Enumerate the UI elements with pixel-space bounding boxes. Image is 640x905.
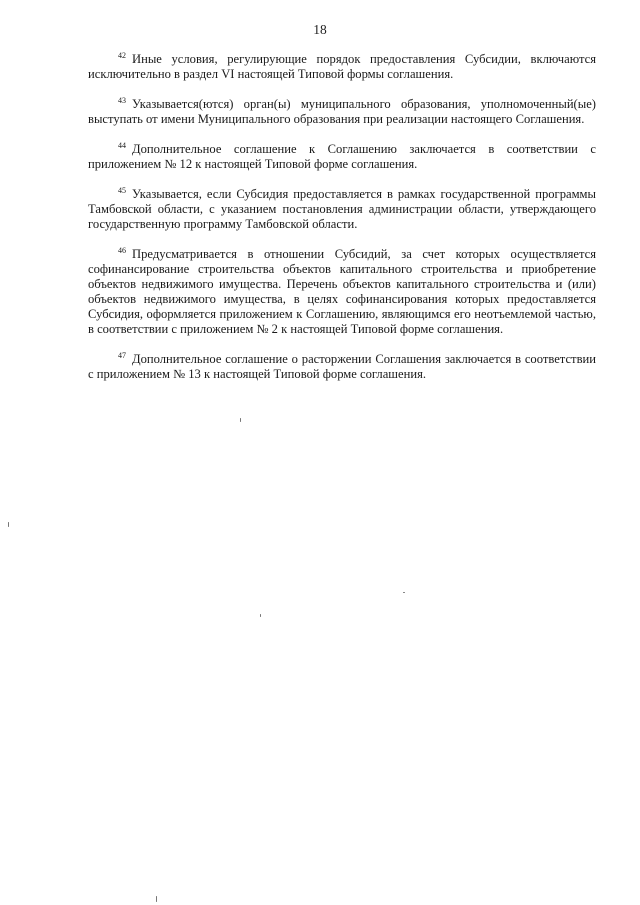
scan-speck [240, 418, 241, 422]
footnote-text: Указывается(ются) орган(ы) муниципального образования, уполномоченный(ые) выступать от имени Муниципального образования при реализации настоящего Соглашения. [88, 97, 596, 126]
footnote-mark: 44 [118, 141, 126, 150]
footnote-43 [88, 97, 596, 127]
footnote-46 [88, 247, 596, 337]
page-number: 18 [313, 22, 327, 37]
footnote-42 [88, 52, 596, 82]
footnote-mark: 45 [118, 186, 126, 195]
footnote-text: Предусматривается в отношении Субсидий, за счет которых осуществляется софинансирование строительства объектов капитального строительства и приобретение объектов недвижимого имущества. Перечень объектов капитального строительства и (или) объектов недвижимого имущества, в целях софинансирования которых предоставляется Субсидия, оформляется приложением к Соглашению, являющимся его неотъемлемой частью, в соответствии с приложением № 2 к настоящей Типовой форме соглашения. [88, 247, 596, 336]
footnote-mark: 47 [118, 351, 126, 360]
footnote-47 [88, 352, 596, 382]
footnote-mark: 46 [118, 246, 126, 255]
footnote-text: Иные условия, регулирующие порядок предоставления Субсидии, включаются исключительно в раздел VI настоящей Типовой формы соглашения. [88, 52, 596, 81]
scan-speck [403, 592, 405, 593]
scan-speck [260, 614, 261, 617]
footnote-text: Указывается, если Субсидия предоставляется в рамках государственной программы Тамбовской области, с указанием постановления администрации области, утверждающего государственную программу Тамбовской области. [88, 187, 596, 231]
footnote-mark: 43 [118, 96, 126, 105]
footnotes-list [88, 52, 596, 397]
scan-speck [156, 896, 157, 902]
footnote-text: Дополнительное соглашение к Соглашению заключается в соответствии с приложением № 12 к настоящей Типовой форме соглашения. [88, 142, 596, 171]
scan-speck [8, 522, 9, 527]
footnote-mark: 42 [118, 51, 126, 60]
footnote-45 [88, 187, 596, 232]
footnote-text: Дополнительное соглашение о расторжении Соглашения заключается в соответствии с приложением № 13 к настоящей Типовой форме соглашения. [88, 352, 596, 381]
footnote-44 [88, 142, 596, 172]
